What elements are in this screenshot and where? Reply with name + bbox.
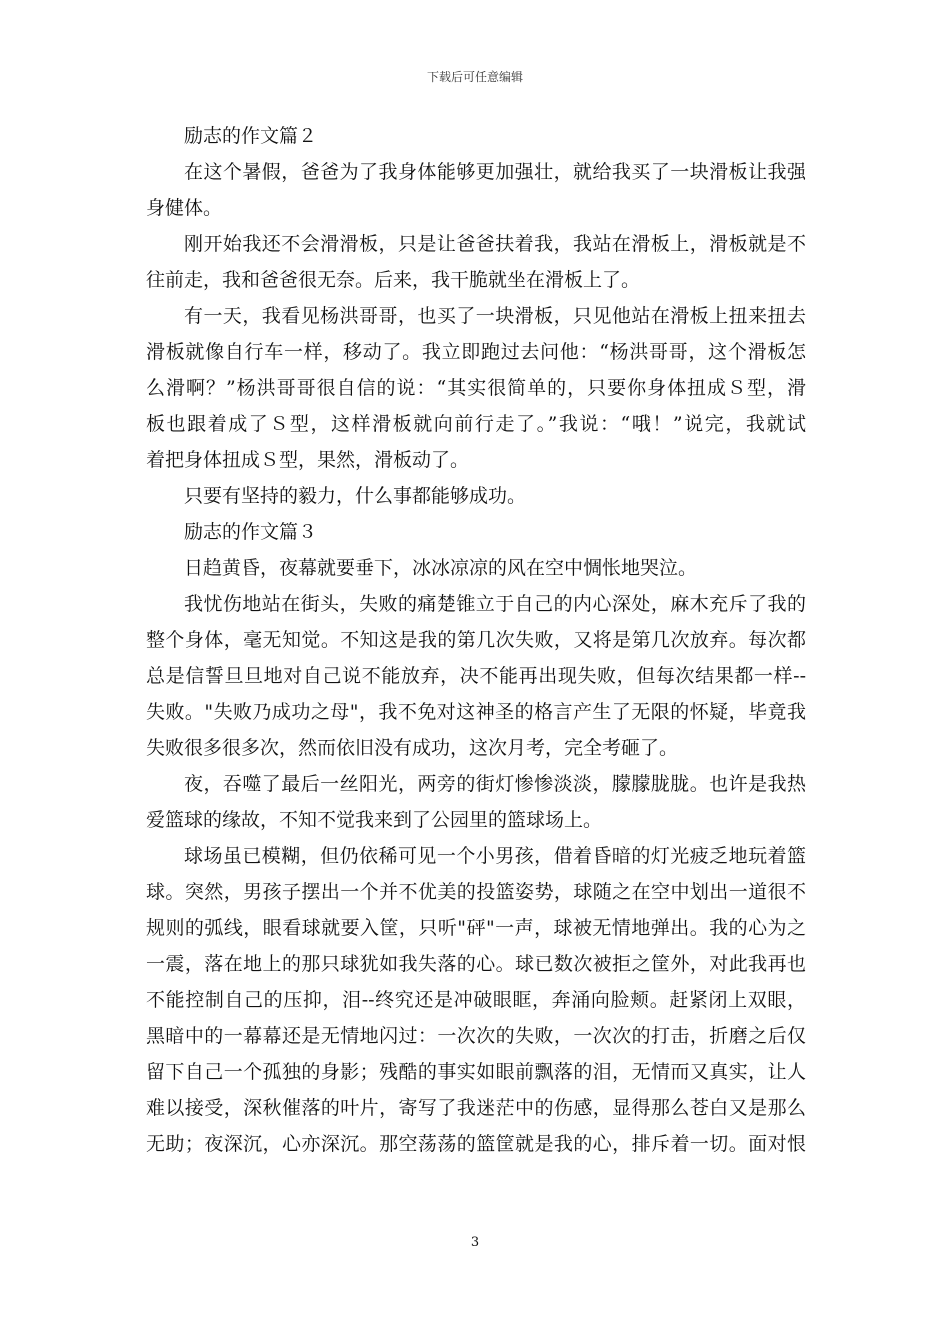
page-number: 3 <box>470 1235 480 1250</box>
text-line: 无助；夜深沉，心亦深沉。那空荡荡的篮筐就是我的心，排斥着一切。面对恨 <box>146 1133 806 1155</box>
text-line: 往前走，我和爸爸很无奈。后来，我干脆就坐在滑板上了。 <box>146 269 641 291</box>
text-line: 整个身体，毫无知觉。不知这是我的第几次失败，又将是第几次放弃。每次都 <box>146 629 806 651</box>
text-line: 刚开始我还不会滑滑板，只是让爸爸扶着我，我站在滑板上，滑板就是不 <box>184 233 806 255</box>
text-line: 滑板就像自行车一样，移动了。我立即跑过去问他：“杨洪哥哥，这个滑板怎 <box>146 341 806 363</box>
text-line: 失败。"失败乃成功之母"，我不免对这神圣的格言产生了无限的怀疑，毕竟我 <box>146 701 806 723</box>
text-line: 球场虽已模糊，但仍依稀可见一个小男孩，借着昏暗的灯光疲乏地玩着篮 <box>184 845 806 867</box>
text-line: 身健体。 <box>146 197 223 219</box>
text-line: 么滑啊？”杨洪哥哥很自信的说：“其实很简单的，只要你身体扭成Ｓ型，滑 <box>146 377 806 399</box>
text-line: 不能控制自己的压抑，泪--终究还是冲破眼眶，奔涌向脸颊。赶紧闭上双眼， <box>146 989 806 1011</box>
text-line: 爱篮球的缘故，不知不觉我来到了公园里的篮球场上。 <box>146 809 603 831</box>
text-line: 有一天，我看见杨洪哥哥，也买了一块滑板，只见他站在滑板上扭来扭去 <box>184 305 806 327</box>
section-heading: 励志的作文篇２ <box>184 125 318 147</box>
text-line: 夜，吞噬了最后一丝阳光，两旁的街灯惨惨淡淡，朦朦胧胧。也许是我热 <box>184 773 806 795</box>
text-line: 球。突然，男孩子摆出一个并不优美的投篮姿势，球随之在空中划出一道很不 <box>146 881 806 903</box>
text-line: 板也跟着成了Ｓ型，这样滑板就向前行走了。”我说：“哦！”说完，我就试 <box>146 413 806 435</box>
section-heading: 励志的作文篇３ <box>184 521 318 543</box>
text-line: 难以接受，深秋催落的叶片，寄写了我迷茫中的伤感，显得那么苍白又是那么 <box>146 1097 806 1119</box>
text-line: 只要有坚持的毅力，什么事都能够成功。 <box>184 485 527 507</box>
text-line: 失败很多很多次，然而依旧没有成功，这次月考，完全考砸了。 <box>146 737 679 759</box>
text-line: 总是信誓旦旦地对自己说不能放弃，决不能再出现失败，但每次结果都一样-- <box>146 665 806 687</box>
document-body <box>146 118 806 1162</box>
text-line: 日趋黄昏，夜幕就要垂下，冰冰凉凉的风在空中惆怅地哭泣。 <box>184 557 698 579</box>
text-line: 留下自己一个孤独的身影；残酷的事实如眼前飘落的泪，无情而又真实，让人 <box>146 1061 806 1083</box>
text-line: 规则的弧线，眼看球就要入筐，只听"砰"一声，球被无情地弹出。我的心为之 <box>146 917 806 939</box>
text-line: 我忧伤地站在街头，失败的痛楚锥立于自己的内心深处，麻木充斥了我的 <box>184 593 806 615</box>
text-line: 黑暗中的一幕幕还是无情地闪过：一次次的失败，一次次的打击，折磨之后仅 <box>146 1025 806 1047</box>
text-line: 在这个暑假，爸爸为了我身体能够更加强壮，就给我买了一块滑板让我强 <box>184 161 806 183</box>
text-line: 一震，落在地上的那只球犹如我失落的心。球已数次被拒之筐外，对此我再也 <box>146 953 806 975</box>
page-header: 下载后可任意编辑 <box>426 70 523 84</box>
text-line: 着把身体扭成Ｓ型，果然，滑板动了。 <box>146 449 470 471</box>
